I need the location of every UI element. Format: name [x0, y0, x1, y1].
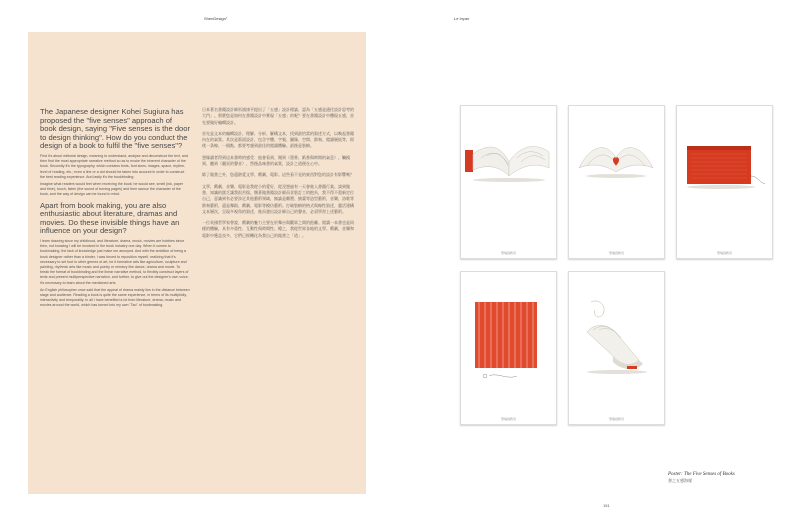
question-2: Apart from book making, you are also enthusiastic about literature, dramas and movies. Do these invisible things have an influence on your design? — [40, 200, 180, 236]
poster-curled-book — [568, 271, 665, 425]
poster-open-book — [460, 105, 557, 259]
heart-book-illustration — [569, 106, 664, 258]
answer-1-paragraph-2: Imagine what readers would feel when receiving the book: he would see, smell (ink, paper and time), touch, listen (the sound of turning pages) and then savour the character of the book, and the way of design can be found in mind. — [40, 181, 184, 197]
poster-footer-text: 筆墙到教究 — [500, 417, 516, 421]
poster-grid — [460, 105, 770, 437]
poster-footer-text: 筆墙到教究 — [716, 251, 732, 255]
page-number: 151 — [603, 503, 610, 508]
question-1: The Japanese designer Kohei Sugiura has proposed the "five senses" approach of book design, saying "Five senses is the door to design thinking". How do you conduct the design of a book to fulfil the "five senses"? — [40, 107, 191, 151]
caption-english: Poster: The Five Senses of Books — [668, 472, 735, 477]
poster-footer-text: 筆墙到教究 — [500, 251, 516, 255]
running-head-right: Le Inyan — [454, 16, 470, 21]
poster-red-stripes — [460, 271, 557, 425]
open-book-illustration — [461, 106, 556, 258]
chinese-paragraph: 除了做書之外，您還熱愛文學、戲劇、電影。這些看不見的東西對您的設計有影響嗎？ — [202, 172, 354, 178]
caption-chinese: 書之五感海報 — [668, 478, 692, 483]
figure-caption — [668, 472, 772, 484]
poster-heart-book — [568, 105, 665, 259]
red-stripes-illustration — [461, 272, 556, 424]
chinese-paragraph: 一位英國哲學家曾說，戲劇的魅力主要在於舞台與觀眾之間的距離。閱讀一本書也是同樣的體驗，具有多重性、互動性與時間性。總之，我從世界各地的文學、戲劇、音樂和電影中獲益良多，它們已經轉化為我自己的做書之「道」。 — [202, 220, 354, 238]
chinese-paragraph: 首先是文本的編輯設計，理解、分析、解構文本，找到最恰當的敘述方式，以喚起書籍內在的氣質。其次是版面設計，包含字體、字號、圖像、空間、節奏、閱讀層級等，即使一条線、一個點，都要考慮到最佳的閱讀體驗。最後是裝幀。 — [202, 130, 354, 149]
red-block-illustration — [677, 106, 772, 258]
answer-1-paragraph-1: First it's about editorial design, meaning to understand, analyse and deconstruct the text, and then find the most appropriate narrative method so as to evoke the inherent character of the book. Secondly it's the typography, which contains fonts, font sizes, images, space, rhythm, level of reading, etc.; even a line or a dot should be taken into account in order to construct the best reading experience. And lastly it's the bookbinding. — [40, 153, 188, 179]
poster-footer-text: 筆墙到教究 — [608, 417, 624, 421]
curled-book-illustration — [569, 272, 664, 424]
chinese-paragraph: 想像讀者得到這本書時的感受：他會看到、聞到（墨香、紙香與時間的氣息）、觸摸到、聽到（翻頁的聲音），然後品味書的氣質，設計之道便在心中。 — [202, 154, 350, 167]
poster-red-block — [676, 105, 773, 259]
english-column — [40, 108, 190, 311]
running-head-left: ShenDesign° — [204, 16, 228, 21]
poster-footer-text: 筆墙到教究 — [608, 251, 624, 255]
answer-2-paragraph-1: I learn drawing since my childhood, and literature, drama, music, movies are hobbies since then, not knowing I will be involved in the book industry one day. When it comes to bookmaking, the lack of knowledge just make me annoyed. And with the ambition of being a book designer rather than a binder, I was forced to reposition myself, realizing that it's necessary to set foot in other genres of art, be it formative arts like agriculture, sculpture and painting, rhythmic arts like music and poetry or mimicry like dance, drama and movie. To break the format of bookbinding and the linear narrative method, to flexibly construct layers of texts and present multiperspective narration, and further, to give out the designer's own voice, it's necessary to learn about the mentioned arts. — [40, 238, 189, 285]
chinese-paragraph: 日本著名書籍設計師杉浦康平提出了「五感」設計理論，認為「五感是通往設計思考的大門」。那麼您是如何在書籍設計中實現「五感」的呢？要在書籍設計中體現五感，首先要做好編輯設計。 — [202, 107, 354, 125]
chinese-column — [202, 107, 357, 244]
answer-2-paragraph-2: An English philosopher once said that the appeal of drama mainly lies in the distance between stage and audience. Reading a book is quite the same experience, in terms of its multiplicity, interactivity and temporality. In all I have benefited a lot from literature, drama, music and movies around the world, which has turned into my own "Tao" of bookmaking. — [40, 287, 190, 308]
chinese-paragraph: 文學、戲劇、音樂、電影是我從小的愛好，從沒想過有一天會進入書籍行業。談到做書，知識的匮乏讓我很苦惱。懷著做書籍設計師而非裝訂工的抱負，我不得不重新定位自己，意識到有必要涉足其他藝術領域，無論是雕塑、繪畫等造型藝術，音樂、詩歌等節奏藝術，還是舞蹈、戲劇、電影等模仿藝術。打破裝幀的格式與線性敘述，靈活建構文本層次，呈現多視角的敘述，進而發出設計師自己的聲音，必須學習上述藝術。 — [202, 183, 354, 214]
